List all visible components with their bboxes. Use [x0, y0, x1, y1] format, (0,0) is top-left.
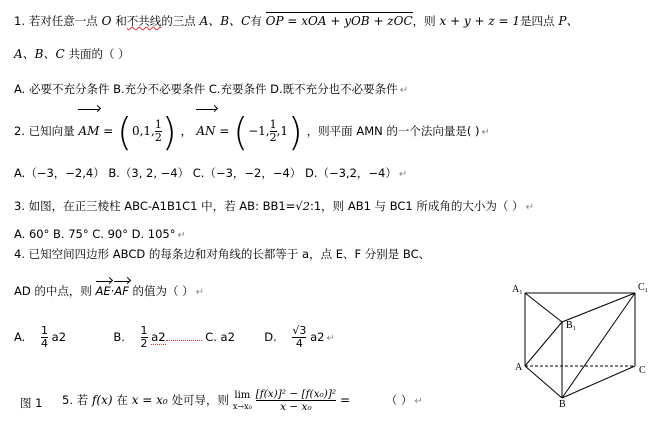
label-b1: B₁ — [566, 320, 577, 331]
q1-bugongxian: 不共线 — [126, 14, 162, 28]
q4-line2: AD 的中点，则 AE·AF 的值为（ ） ↵ — [14, 284, 205, 298]
opt-d-fraction: $\frac{√3}{4}$ — [292, 324, 307, 350]
vector-am: AM — [78, 112, 99, 150]
opt-b-fraction: $\frac{1}{2}$ — [140, 324, 148, 350]
q1-options: A. 必要不充分条件 B.充分不必要条件 C.充要条件 D.既不充分也不必要条件 ↵ — [14, 82, 409, 96]
q2-line1: 2. 已知向量 AM = (0,1, $\frac{1}{2}$ ) ， AN = (−1, $\frac{1}{2}$ ,1) ，则平面 AMN 的一个法向量是( ) ↵ — [14, 109, 490, 154]
q4-line1: 4. 已知空间四边形 ABCD 的每条边和对角线的长都等于 a，点 E、F 分别是 BC、 — [14, 247, 431, 261]
q1-line2: A、B、C 共面的（ ） — [14, 47, 130, 61]
label-c1: C₁ — [638, 282, 649, 293]
q3-line1: 3. 如图，在正三棱柱 ABC-A1B1C1 中，若 AB: BB1=√2:1，则 AB1 与 BC1 所成角的大小为（ ） ↵ — [14, 199, 534, 213]
vector-ae: AE — [95, 284, 111, 298]
q5-fraction: $\frac{\text{[f(x)]² − [f(x₀)]²}}{\text{x − x₀}}$ — [255, 388, 337, 413]
q4-options: A. $\frac{1}{4}$ a2 B. $\frac{1}{2}$ a2 C. a2 D. $\frac{√3}{4}$ a2 ↵ — [14, 324, 335, 350]
label-b: B — [559, 399, 566, 408]
vector-af: AF — [114, 284, 129, 298]
q1-vector-eq: OP = xOA + yOB + zOC — [265, 14, 413, 28]
prism-figure — [500, 278, 650, 408]
vector-an: AN — [196, 112, 215, 150]
limit-operator: lim x→x₀ — [232, 389, 252, 411]
label-c: C — [639, 365, 646, 376]
fraction-half: $\frac{1}{2}$ — [154, 118, 162, 144]
label-a1: A₁ — [512, 284, 523, 295]
label-a: A — [515, 362, 523, 373]
q3-options: A. 60° B. 75° C. 90° D. 105° ↵ — [14, 227, 186, 241]
fraction-half-2: $\frac{1}{2}$ — [269, 118, 277, 144]
q5-line: 5. 若 f(x) 在 x = x₀ 处可导，则 lim x→x₀ $\frac{\text{[f(x)]² − [f(x₀)]²}}{\text{x − x₀}}$ = （ ） ↵ — [62, 388, 423, 413]
figure-label: 图 1 — [20, 396, 43, 410]
q2-options: A.（−3，−2,4） B.（3, 2, −4） C.（−3，−2，−4） D.（−3,2，−4） ↵ — [14, 166, 408, 180]
q1-line1: 1. 若对任意一点 O 和不共线的三点 A、B、C有 OP = xOA + yOB + zOC，则 x + y + z = 1是四点 P、 — [14, 14, 579, 28]
opt-a-fraction: $\frac{1}{4}$ — [40, 324, 48, 350]
return-mark-icon: ↵ — [399, 85, 409, 96]
